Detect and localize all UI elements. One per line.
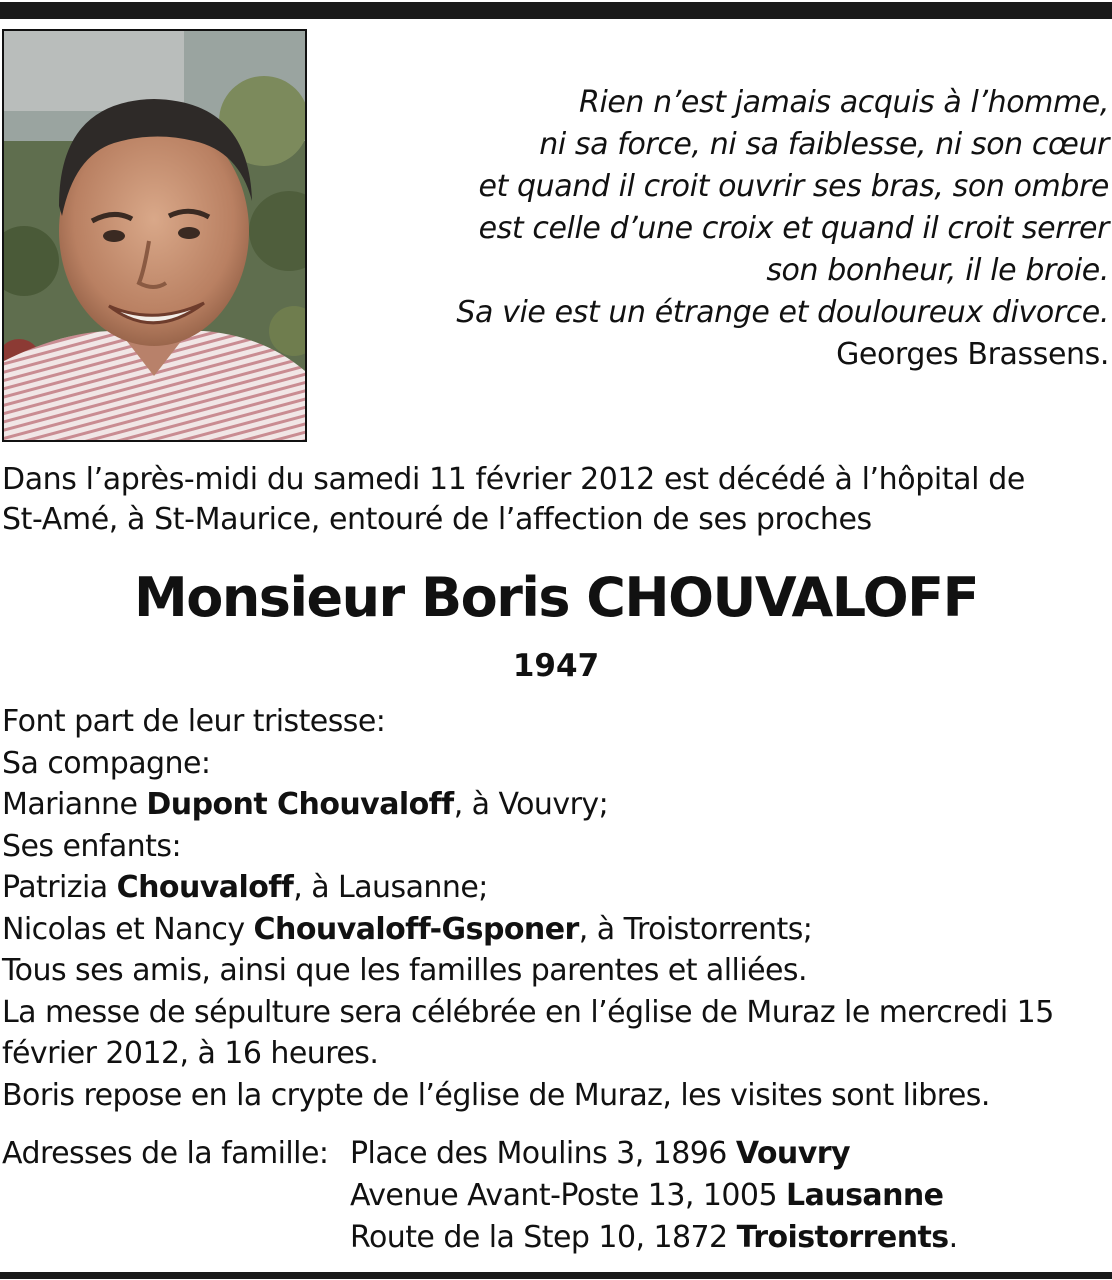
death-announcement-intro bbox=[2, 460, 1102, 540]
quote-line: ni sa force, ni sa faiblesse, ni son cœur bbox=[539, 127, 1109, 162]
address-city: Lausanne bbox=[786, 1178, 944, 1213]
quote-line: Rien n’est jamais acquis à l’homme, bbox=[579, 85, 1109, 120]
companion-entry bbox=[2, 784, 1110, 826]
family-addresses bbox=[2, 1133, 1110, 1259]
child-entry bbox=[2, 909, 1110, 951]
address-value bbox=[350, 1175, 943, 1217]
addresses-label: Adresses de la famille: bbox=[2, 1136, 329, 1171]
quote-line: son bonheur, il le broie. bbox=[766, 253, 1109, 288]
child-place: , à Lausanne; bbox=[293, 870, 488, 905]
bottom-border-rule bbox=[0, 1272, 1112, 1279]
address-row bbox=[2, 1175, 1110, 1217]
address-street: Avenue Avant-Poste 13, 1005 bbox=[350, 1178, 786, 1213]
child-surname: Chouvaloff-Gsponer bbox=[253, 911, 579, 947]
companion-heading: Sa compagne: bbox=[2, 745, 211, 781]
address-end: . bbox=[948, 1220, 958, 1255]
address-city: Troistorrents bbox=[736, 1220, 949, 1255]
family-notice bbox=[2, 701, 1110, 1116]
portrait-photo bbox=[2, 29, 307, 442]
address-street: Place des Moulins 3, 1896 bbox=[350, 1136, 736, 1171]
address-value bbox=[350, 1133, 850, 1175]
child-entry bbox=[2, 867, 1110, 909]
address-street: Route de la Step 10, 1872 bbox=[350, 1220, 737, 1255]
quote-line: Sa vie est un étrange et douloureux divorce. bbox=[456, 295, 1109, 330]
address-row bbox=[2, 1133, 1110, 1175]
quote-line: et quand il croit ouvrir ses bras, son ombre bbox=[478, 169, 1109, 204]
birth-year: 1947 bbox=[512, 648, 600, 684]
epigraph-quote bbox=[349, 82, 1109, 376]
top-border-rule bbox=[0, 2, 1112, 19]
deceased-name: Monsieur Boris CHOUVALOFF bbox=[134, 566, 978, 629]
ceremony-line: La messe de sépulture sera célébrée en l’église de Muraz le mercredi 15 bbox=[2, 994, 1054, 1030]
child-surname: Chouvaloff bbox=[116, 870, 294, 905]
child-first-name: Nicolas et Nancy bbox=[2, 911, 254, 947]
companion-surname: Dupont Chouvaloff bbox=[146, 787, 454, 822]
companion-first-name: Marianne bbox=[2, 787, 147, 822]
family-intro: Font part de leur tristesse: bbox=[2, 704, 386, 739]
quote-author: Georges Brassens. bbox=[836, 337, 1109, 372]
visits-line: Boris repose en la crypte de l’église de Muraz, les visites sont libres. bbox=[2, 1077, 990, 1113]
companion-place: , à Vouvry; bbox=[453, 787, 609, 822]
intro-line: Dans l’après-midi du samedi 11 février 2012 est décédé à l’hôpital de bbox=[2, 462, 1025, 497]
others-line: Tous ses amis, ainsi que les familles parentes et alliées. bbox=[2, 953, 807, 988]
address-row bbox=[2, 1217, 1110, 1259]
child-place: , à Troistorrents; bbox=[578, 911, 813, 947]
ceremony-line: février 2012, à 16 heures. bbox=[2, 1036, 379, 1071]
quote-line: est celle d’une croix et quand il croit serrer bbox=[478, 211, 1109, 246]
address-value bbox=[350, 1217, 958, 1259]
child-first-name: Patrizia bbox=[2, 870, 117, 905]
intro-line: St-Amé, à St-Maurice, entouré de l’affection de ses proches bbox=[2, 502, 872, 537]
children-heading: Ses enfants: bbox=[2, 828, 181, 864]
address-city: Vouvry bbox=[735, 1136, 850, 1171]
portrait-illustration bbox=[4, 31, 305, 440]
